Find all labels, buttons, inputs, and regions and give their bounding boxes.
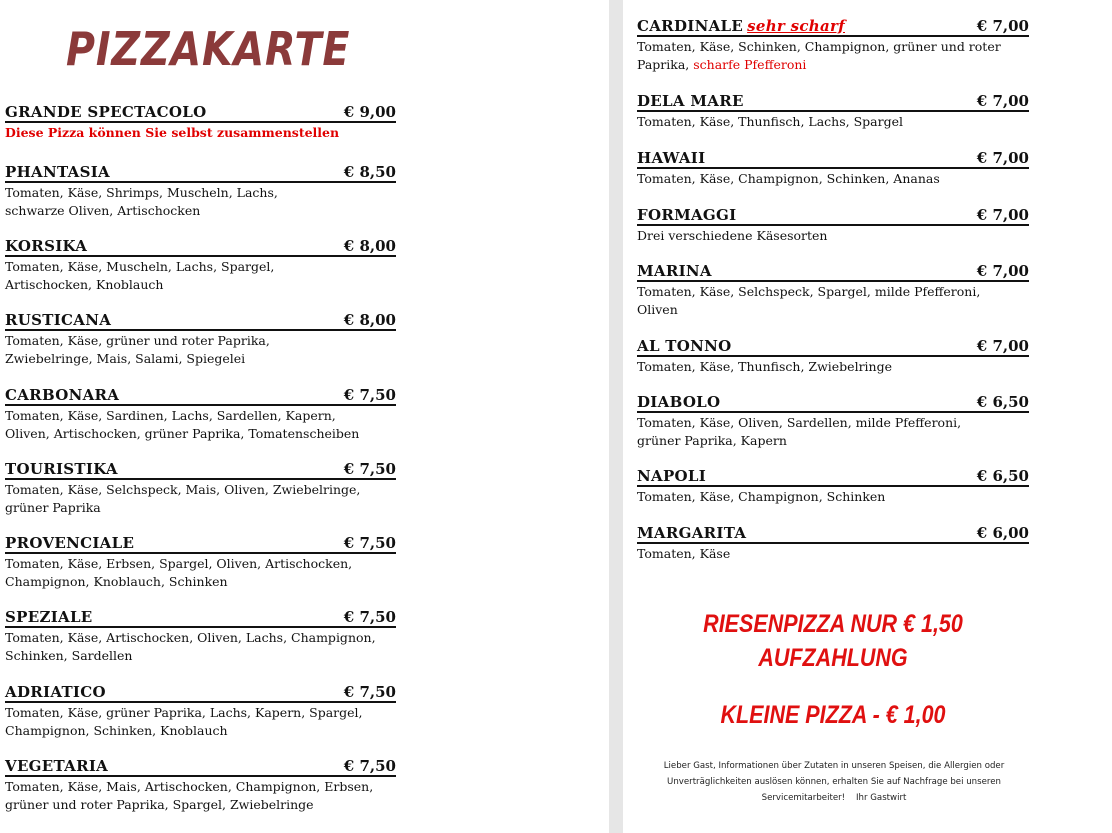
item-description-line: grüner Paprika, Kapern <box>637 433 787 448</box>
item-description-line: Tomaten, Käse, Thunfisch, Lachs, Spargel <box>637 114 903 129</box>
item-description-line: Tomaten, Käse, Champignon, Schinken, Ananas <box>637 171 940 186</box>
item-price: € 8,00 <box>343 311 396 329</box>
item-description-line: grüner und roter Paprika, Spargel, Zwiebelringe <box>5 797 314 812</box>
item-description-line: Drei verschiedene Käsesorten <box>637 228 828 243</box>
item-price: € 7,50 <box>343 460 396 478</box>
item-price: € 6,50 <box>976 467 1029 485</box>
item-price: € 8,00 <box>343 237 396 255</box>
item-price: € 7,00 <box>976 92 1029 110</box>
allergen-notice-line: Unverträglichkeiten auslösen können, erhalten Sie auf Nachfrage bei unseren <box>667 777 1001 787</box>
menu-item <box>5 312 396 367</box>
item-price: € 8,50 <box>343 163 396 181</box>
menu-item <box>5 609 396 664</box>
item-name-with-tag <box>637 18 845 35</box>
item-description-line: Oliven <box>637 302 678 317</box>
menu-item <box>637 207 1029 244</box>
item-header <box>5 238 396 257</box>
menu-item <box>637 468 1029 505</box>
item-description-line: Tomaten, Käse <box>637 546 731 561</box>
item-header <box>5 758 396 777</box>
item-price: € 7,00 <box>976 17 1029 35</box>
page-title: PIZZAKARTE <box>66 22 351 76</box>
item-description-line: Tomaten, Käse, Oliven, Sardellen, milde Pfefferoni, <box>637 415 962 430</box>
item-description-line <box>637 56 1029 73</box>
menu-item <box>5 758 396 813</box>
item-description-line: Tomaten, Käse, grüner Paprika, Lachs, Kapern, Spargel, <box>5 705 363 720</box>
item-description-line: Tomaten, Käse, Schinken, Champignon, grüner und roter <box>637 39 1001 54</box>
item-header <box>5 461 396 480</box>
item-header <box>637 263 1029 282</box>
item-description-line: Tomaten, Käse, Sardinen, Lachs, Sardellen, Kapern, <box>5 408 336 423</box>
item-price: € 7,00 <box>976 149 1029 167</box>
allergen-notice-line: Lieber Gast, Informationen über Zutaten in unseren Speisen, die Allergien oder <box>663 761 1005 771</box>
item-description: Diese Pizza können Sie selbst zusammenstellen <box>5 125 340 140</box>
menu-item <box>637 18 1029 73</box>
item-price: € 7,50 <box>343 386 396 404</box>
item-description-line: Tomaten, Käse, Thunfisch, Zwiebelringe <box>637 359 893 374</box>
promo-small-pizza: KLEINE PIZZA - € 1,00 <box>720 701 946 729</box>
item-header <box>637 394 1029 413</box>
item-name: SPEZIALE <box>5 608 93 626</box>
promo-giant-pizza-line2: AUFZAHLUNG <box>758 644 908 672</box>
item-header <box>5 684 396 703</box>
item-price: € 7,50 <box>343 534 396 552</box>
item-description-line: Tomaten, Käse, Mais, Artischocken, Champignon, Erbsen, <box>5 779 374 794</box>
item-name: DIABOLO <box>637 393 721 411</box>
menu-item <box>5 238 396 293</box>
item-header <box>5 387 396 406</box>
item-price: € 7,00 <box>976 337 1029 355</box>
item-description-line: Zwiebelringe, Mais, Salami, Spiegelei <box>5 351 246 366</box>
item-price: € 6,50 <box>976 393 1029 411</box>
item-price: € 9,00 <box>343 103 396 121</box>
item-name: FORMAGGI <box>637 206 737 224</box>
item-name: CARDINALE <box>637 17 744 35</box>
item-name: NAPOLI <box>637 467 707 485</box>
item-description-line: Champignon, Knoblauch, Schinken <box>5 574 228 589</box>
item-header <box>5 312 396 331</box>
spicy-tag: sehr scharf <box>747 17 845 35</box>
item-price: € 7,50 <box>343 608 396 626</box>
menu-item <box>637 525 1029 562</box>
item-description-line: Schinken, Sardellen <box>5 648 133 663</box>
menu-item <box>637 93 1029 130</box>
item-header <box>637 207 1029 226</box>
item-header <box>5 164 396 183</box>
item-name: AL TONNO <box>637 337 732 355</box>
menu-item <box>5 387 396 442</box>
menu-item <box>637 394 1029 449</box>
menu-item <box>5 535 396 590</box>
item-description-line: Tomaten, Käse, Artischocken, Oliven, Lachs, Champignon, <box>5 630 376 645</box>
item-description-highlight: scharfe Pfefferoni <box>693 57 807 72</box>
menu-item <box>637 150 1029 187</box>
menu-item <box>5 461 396 516</box>
item-header <box>637 525 1029 544</box>
item-header <box>637 150 1029 169</box>
allergen-notice <box>641 758 1027 806</box>
item-name: PHANTASIA <box>5 163 110 181</box>
item-name: RUSTICANA <box>5 311 112 329</box>
item-name: DELA MARE <box>637 92 744 110</box>
menu-item <box>5 164 396 219</box>
item-price: € 7,50 <box>343 683 396 701</box>
item-price: € 7,00 <box>976 262 1029 280</box>
menu-item <box>5 104 396 141</box>
item-name: PROVENCIALE <box>5 534 135 552</box>
menu-item <box>637 263 1029 318</box>
item-name: ADRIATICO <box>5 683 106 701</box>
item-description-line: schwarze Oliven, Artischocken <box>5 203 201 218</box>
item-description-line: Tomaten, Käse, Selchspeck, Mais, Oliven, Zwiebelringe, <box>5 482 361 497</box>
item-name: MARGARITA <box>637 524 747 542</box>
item-name: CARBONARA <box>5 386 120 404</box>
menu-page-right <box>623 0 1112 833</box>
menu-item <box>637 338 1029 375</box>
item-header <box>637 93 1029 112</box>
item-description-line: Oliven, Artischocken, grüner Paprika, Tomatenscheiben <box>5 426 360 441</box>
item-description-line: grüner Paprika <box>5 500 101 515</box>
item-price: € 7,50 <box>343 757 396 775</box>
item-description-line: Artischocken, Knoblauch <box>5 277 164 292</box>
item-header <box>5 535 396 554</box>
allergen-notice-line: Servicemitarbeiter! Ihr Gastwirt <box>761 793 907 803</box>
item-header <box>5 609 396 628</box>
item-description-line: Tomaten, Käse, grüner und roter Paprika, <box>5 333 270 348</box>
item-description-text: Paprika, <box>637 57 694 72</box>
item-name: GRANDE SPECTACOLO <box>5 103 207 121</box>
item-description-line: Tomaten, Käse, Muscheln, Lachs, Spargel, <box>5 259 275 274</box>
item-name: MARINA <box>637 262 712 280</box>
item-description-line: Champignon, Schinken, Knoblauch <box>5 723 228 738</box>
item-header <box>637 468 1029 487</box>
promo-giant-pizza-line1: RIESENPIZZA NUR € 1,50 <box>703 610 963 638</box>
item-description-line: Tomaten, Käse, Shrimps, Muscheln, Lachs, <box>5 185 278 200</box>
menu-item <box>5 684 396 739</box>
item-price: € 7,00 <box>976 206 1029 224</box>
item-header <box>637 338 1029 357</box>
item-name: HAWAII <box>637 149 706 167</box>
item-description-line: Tomaten, Käse, Champignon, Schinken <box>637 489 886 504</box>
item-header <box>637 18 1029 37</box>
item-description-line: Tomaten, Käse, Erbsen, Spargel, Oliven, Artischocken, <box>5 556 353 571</box>
item-description-line: Tomaten, Käse, Selchspeck, Spargel, milde Pfefferoni, <box>637 284 981 299</box>
item-header <box>5 104 396 123</box>
item-name: KORSIKA <box>5 237 88 255</box>
item-name: VEGETARIA <box>5 757 109 775</box>
item-price: € 6,00 <box>976 524 1029 542</box>
item-name: TOURISTIKA <box>5 460 118 478</box>
